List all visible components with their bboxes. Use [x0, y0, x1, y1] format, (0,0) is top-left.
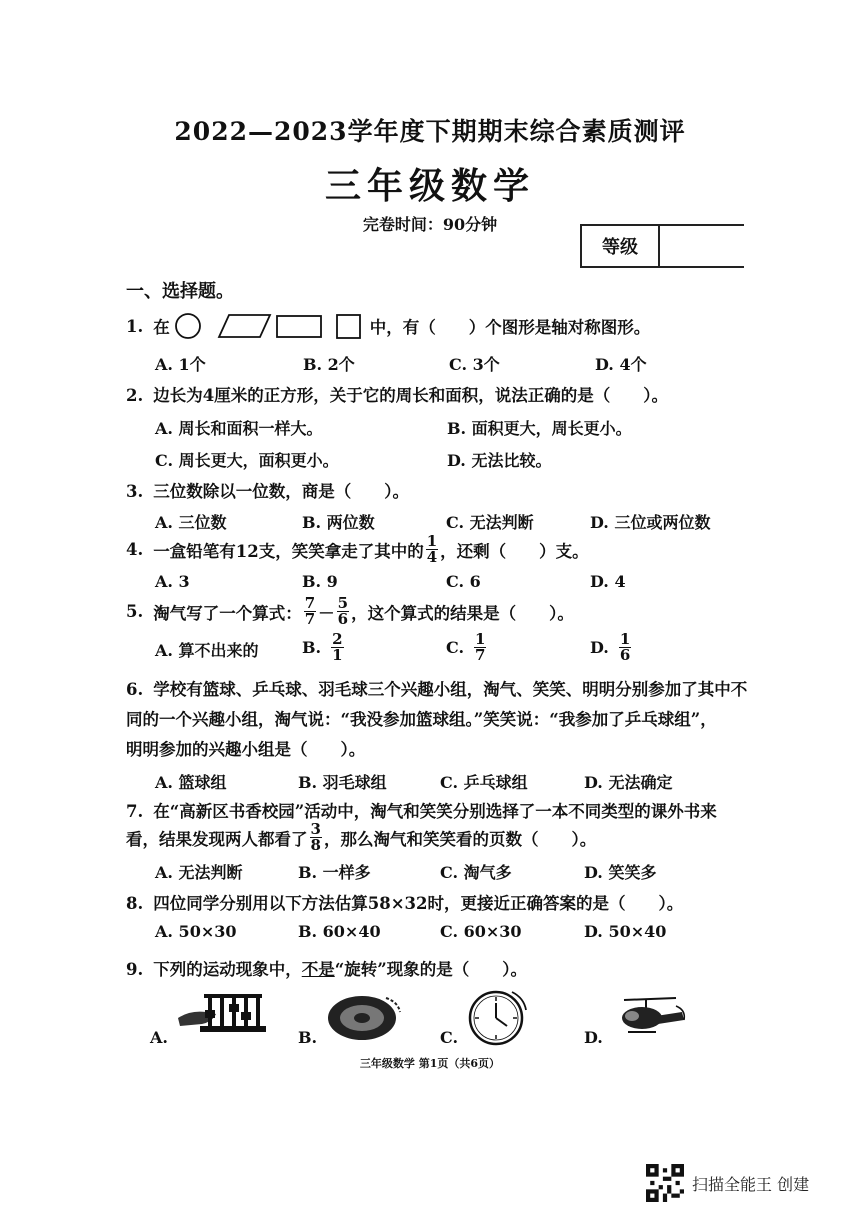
- question-number: 2.: [126, 386, 144, 405]
- question-text: 三位数除以一位数，商是（ ）。: [153, 482, 409, 501]
- question-7: [126, 798, 717, 822]
- option-c[interactable]: C. 无法判断: [446, 513, 534, 532]
- question-number: 8.: [126, 894, 144, 913]
- question-number: 6.: [126, 680, 144, 699]
- abacus-push-image: [176, 988, 266, 1038]
- option-a[interactable]: A. 50×30: [155, 922, 237, 941]
- option-c[interactable]: C. 60×30: [440, 922, 522, 941]
- question-9: [126, 956, 527, 980]
- minus-sign: －: [318, 603, 335, 623]
- question-7-line-2: 看，结果发现两人都看了 $\frac{3}{8}$ ，那么淘气和笑笑看的页数（ ）。: [126, 820, 597, 854]
- fraction: $\frac{1}{6}$: [619, 630, 631, 664]
- question-text: 在“高新区书香校园”活动中，淘气和笑笑分别选择了一本不同类型的课外书来: [153, 802, 717, 821]
- fraction: $\frac{2}{1}$: [332, 630, 343, 664]
- question-8: [126, 890, 683, 914]
- question-text: 淘气写了一个算式：: [153, 603, 302, 623]
- clock-image: [466, 988, 530, 1048]
- option-d[interactable]: D.: [584, 1028, 603, 1047]
- question-number: 1.: [126, 316, 144, 336]
- question-1: [126, 312, 650, 340]
- option-b[interactable]: B. 羽毛球组: [298, 773, 387, 792]
- option-b[interactable]: B. 2个: [303, 355, 355, 374]
- option-c[interactable]: C. 3个: [449, 355, 500, 374]
- option-c[interactable]: C. $\frac{1}{7}$: [446, 630, 486, 664]
- question-3: [126, 478, 409, 502]
- section-title: 一、选择题。: [126, 281, 234, 302]
- option-a[interactable]: A. 篮球组: [155, 773, 227, 792]
- question-text: 一盒铅笔有12支，笑笑拿走了其中的: [153, 541, 424, 561]
- question-number: 3.: [126, 482, 144, 501]
- fraction: $\frac{5}{6}$: [337, 594, 349, 628]
- option-a[interactable]: A. 三位数: [155, 513, 227, 532]
- question-text: 下列的运动现象中，: [153, 960, 302, 979]
- option-b[interactable]: B. 9: [302, 572, 338, 591]
- exam-time: 完卷时间：90分钟: [362, 215, 498, 234]
- fraction: $\frac{1}{7}$: [475, 630, 486, 664]
- option-a[interactable]: A. 算不出来的: [155, 641, 259, 660]
- rectangle-shape: [277, 316, 321, 337]
- option-b[interactable]: B. 一样多: [298, 863, 371, 882]
- question-number: 5.: [126, 602, 144, 621]
- qr-code-icon: [646, 1164, 684, 1202]
- option-d[interactable]: D. $\frac{1}{6}$: [590, 630, 631, 664]
- option-a[interactable]: A. 1个: [155, 355, 206, 374]
- option-a[interactable]: A. 3: [155, 572, 190, 591]
- question-text: 在: [153, 318, 170, 337]
- question-number: 9.: [126, 960, 144, 979]
- question-number: 4.: [126, 540, 144, 559]
- helicopter-image: [606, 994, 690, 1038]
- question-text: 边长为4厘米的正方形，关于它的周长和面积，说法正确的是（ ）。: [153, 386, 668, 405]
- question-5: [126, 596, 574, 627]
- question-4: [126, 534, 589, 565]
- underlined-text: 不是: [301, 960, 335, 979]
- option-c[interactable]: C. 周长更大，面积更小。: [155, 451, 339, 470]
- option-b[interactable]: B. 60×40: [298, 922, 381, 941]
- square-shape: [337, 315, 360, 338]
- option-a[interactable]: A. 周长和面积一样大。: [155, 419, 323, 438]
- option-d[interactable]: D. 无法确定: [584, 773, 673, 792]
- option-b[interactable]: B.: [298, 1028, 318, 1047]
- option-b[interactable]: B. $\frac{2}{1}$: [302, 630, 343, 664]
- question-text: 中，有（ ）个图形是轴对称图形。: [369, 318, 651, 337]
- option-c[interactable]: C. 乒乓球组: [440, 773, 528, 792]
- page-footer: 三年级数学 第1页（共6页）: [359, 1057, 501, 1070]
- option-b[interactable]: B. 两位数: [302, 513, 375, 532]
- option-d[interactable]: D. 50×40: [584, 922, 667, 941]
- question-text: 四位同学分别用以下方法估算58×32时，更接近正确答案的是（ ）。: [153, 894, 684, 913]
- exam-subject: 三年级数学: [324, 165, 535, 207]
- exam-title: 2022—2023学年度下期期末综合素质测评: [174, 117, 686, 146]
- option-c[interactable]: C.: [440, 1028, 459, 1047]
- option-d[interactable]: D. 4个: [595, 355, 647, 374]
- fraction: $\frac{1}{4}$: [426, 532, 438, 566]
- question-number: 7.: [126, 802, 144, 821]
- option-a[interactable]: A. 无法判断: [155, 863, 243, 882]
- option-d[interactable]: D. 4: [590, 572, 626, 591]
- question-6-line-2: 同的一个兴趣小组，淘气说：“我没参加篮球组。”笑笑说：“我参加了乒乓球组”，: [126, 710, 717, 729]
- question-6-line-3: 明明参加的兴趣小组是（ ）。: [126, 740, 366, 759]
- option-d[interactable]: D. 笑笑多: [584, 863, 657, 882]
- option-c[interactable]: C. 6: [446, 572, 481, 591]
- option-a[interactable]: A.: [150, 1028, 168, 1047]
- question-2: [126, 382, 668, 406]
- option-d[interactable]: D. 三位或两位数: [590, 513, 711, 532]
- fraction: $\frac{7}{7}$: [304, 594, 316, 628]
- question-text: ，这个算式的结果是（ ）。: [351, 603, 574, 623]
- question-text: 学校有篮球、乒乓球、羽毛球三个兴趣小组，淘气、笑笑、明明分别参加了其中不: [153, 680, 748, 699]
- grade-label: 等级: [582, 226, 660, 266]
- shapes-figure: [174, 312, 366, 340]
- fraction: $\frac{3}{8}$: [310, 820, 321, 854]
- grade-field[interactable]: [660, 226, 744, 266]
- circle-shape: [176, 314, 200, 338]
- option-d[interactable]: D. 无法比较。: [447, 451, 552, 470]
- question-text: ，还剩（ ）支。: [440, 541, 589, 561]
- steering-wheel-image: [324, 992, 408, 1042]
- grade-box: [580, 224, 744, 268]
- question-text: “旋转”现象的是（ ）。: [334, 960, 527, 979]
- option-b[interactable]: B. 面积更大，周长更小。: [447, 419, 632, 438]
- question-6: [126, 676, 747, 700]
- scanner-watermark: 扫描全能王 创建: [692, 1175, 810, 1194]
- parallelogram-shape: [219, 315, 270, 337]
- option-c[interactable]: C. 淘气多: [440, 863, 512, 882]
